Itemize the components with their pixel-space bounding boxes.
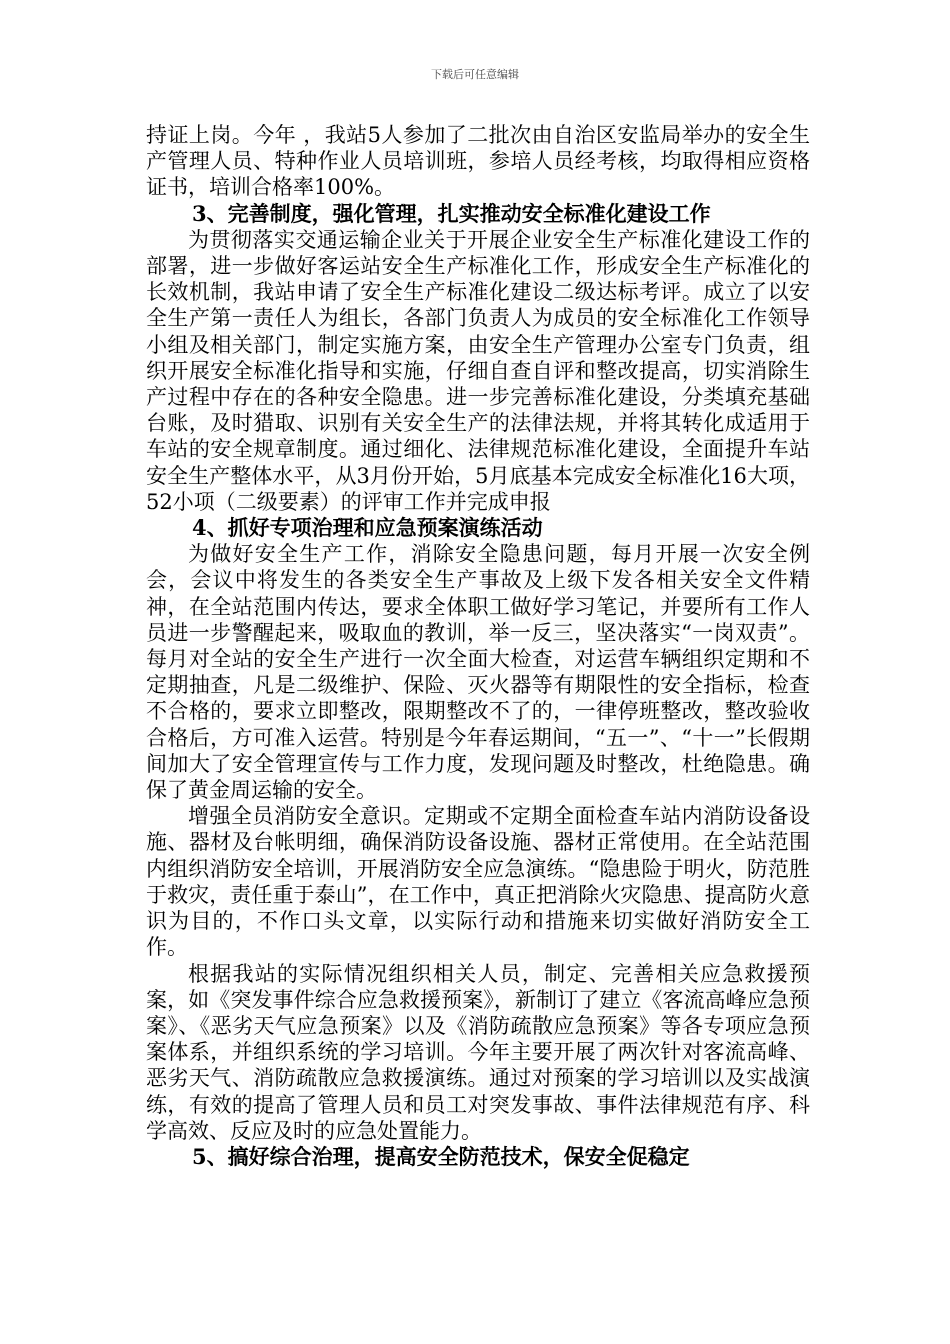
paragraph-safety-meetings: 为做好安全生产工作，消除安全隐患问题，每月开展一次安全例会，会议中将发生的各类安全生产事故及上级下发各相关安全文件精神，在全站范围内传达，要求全体职工做好学习笔记，并要所有工作人员进一步警醒起来，吸取血的教训，举一反三，坚决落实“一岗双责”。每月对全站的安全生产进行一次全面大检查，对运营车辆组织定期和不定期抽查，凡是二级维护、保险、灭火器等有期限性的安全指标，检查不合格的，要求立即整改，限期整改不了的，一律停班整改，整改验收合格后，方可准入运营。特别是今年春运期间，“五一”、“十一”长假期间加大了安全管理宣传与工作力度，发现问题及时整改，杜绝隐患。确保了黄金周运输的安全。 <box>146 542 810 803</box>
page-header: 下载后可任意编辑 <box>431 68 519 81</box>
paragraph-standardization: 为贯彻落实交通运输企业关于开展企业安全生产标准化建设工作的部署，进一步做好客运站安全生产标准化工作，形成安全生产标准化的长效机制，我站申请了安全生产标准化建设二级达标考评。成立了以安全生产第一责任人为组长，各部门负责人为成员的安全标准化工作领导小组及相关部门，制定实施方案，由安全生产管理办公室专门负责，组织开展安全标准化指导和实施，仔细自查自评和整改提高，切实消除生产过程中存在的各种安全隐患。进一步完善标准化建设，分类填充基础台账，及时猎取、识别有关安全生产的法律法规，并将其转化成适用于车站的安全规章制度。通过细化、法律规范标准化建设，全面提升车站安全生产整体水平，从3月份开始，5月底基本完成安全标准化16大项，52小项（二级要素）的评审工作并完成申报 <box>146 227 810 514</box>
paragraph-fire-safety: 增强全员消防安全意识。定期或不定期全面检查车站内消防设备设施、器材及台帐明细，确保消防设备设施、器材正常使用。在全站范围内组织消防安全培训，开展消防安全应急演练。“隐患险于明火，防范胜于救灾，责任重于泰山”，在工作中，真正把消除火灾隐患、提高防火意识为目的，不作口头文章，以实际行动和措施来切实做好消防安全工作。 <box>146 804 810 960</box>
paragraph-certification: 持证上岗。今年 ，我站5人参加了二批次由自治区安监局举办的安全生产管理人员、特种作业人员培训班，参培人员经考核，均取得相应资格证书，培训合格率100%。 <box>146 123 810 200</box>
document-body <box>146 122 810 1170</box>
section-heading-3: 3、完善制度，强化管理，扎实推动安全标准化建设工作 <box>192 200 711 226</box>
paragraph-emergency-plans: 根据我站的实际情况组织相关人员，制定、完善相关应急救援预案，如《突发事件综合应急救援预案》，新制订了建立《客流高峰应急预案》、《恶劣天气应急预案》以及《消防疏散应急预案》等各专项应急预案体系，并组织系统的学习培训。今年主要开展了两次针对客流高峰、恶劣天气、消防疏散应急救援演练。通过对预案的学习培训以及实战演练，有效的提高了管理人员和员工对突发事故、事件法律规范有序、科学高效、反应及时的应急处置能力。 <box>146 961 810 1143</box>
section-heading-4: 4、抓好专项治理和应急预案演练活动 <box>192 515 543 541</box>
section-heading-5: 5、搞好综合治理，提高安全防范技术，保安全促稳定 <box>192 1143 690 1169</box>
